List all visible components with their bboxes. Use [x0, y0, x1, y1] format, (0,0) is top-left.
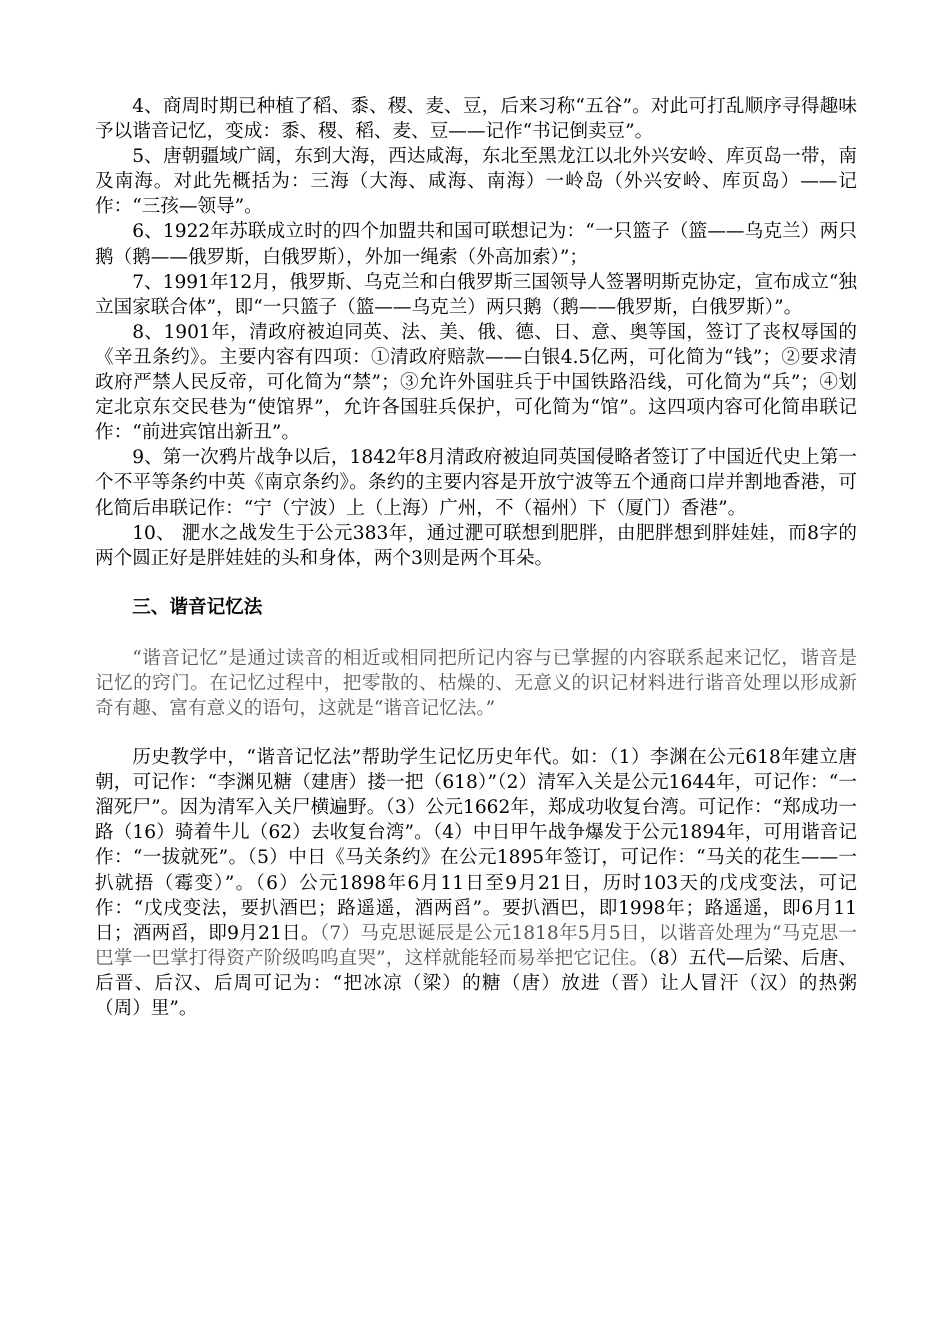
list-item-4: 4、商周时期已种植了稻、黍、稷、麦、豆，后来习称“五谷”。对此可打乱顺序寻得趣味予以谐音记忆，变成：黍、稷、稻、麦、豆——记作“书记倒卖豆”。 — [95, 96, 857, 143]
examples-gray-text: （7）马克思诞辰是公元1818年5月5日，以谐音处理为“马克思一巴掌一巴掌打得资产阶级呜呜直哭”，这样就能轻而易举把它记住。 — [95, 922, 857, 969]
document-page — [95, 94, 857, 1021]
paragraph-spacer — [95, 721, 857, 745]
section-heading: 三、谐音记忆法 — [132, 596, 263, 618]
list-item-7: 7、1991年12月，俄罗斯、乌克兰和白俄罗斯三国领导人签署明斯克协定，宣布成立“独立国家联合体”，即“一只篮子（篮——乌克兰）两只鹅（鹅——俄罗斯，白俄罗斯）”。 — [95, 271, 857, 318]
list-item-5: 5、唐朝疆域广阔，东到大海，西达咸海，东北至黑龙江以北外兴安岭、库页岛一带，南及南海。对此先概括为：三海（大海、咸海、南海）一岭岛（外兴安岭、库页岛）——记作：“三孩—领导”。 — [95, 146, 857, 218]
list-item-8: 8、1901年，清政府被迫同英、法、美、俄、德、日、意、奥等国，签订了丧权辱国的《辛丑条约》。主要内容有四项：①清政府赔款——白银4.5亿两，可化简为“钱”；②要求清政府严禁人民反帝，可化简为“禁”；③允许外国驻兵于中国铁路沿线，可化简为“兵”；④划定北京东交民巷为“使馆界”，允许各国驻兵保护，可化简为“馆”。这四项内容可化简串联记作：“前进宾馆出新丑”。 — [95, 321, 857, 444]
intro-paragraph: “谐音记忆”是通过读音的相近或相同把所记内容与已掌握的内容联系起来记忆，谐音是记忆的窍门。在记忆过程中，把零散的、枯燥的、无意义的识记材料进行谐音处理以形成新奇有趣、富有意义的语句，这就是“谐音记忆法。” — [95, 647, 857, 719]
examples-main-text: 历史教学中，“谐音记忆法”帮助学生记忆历史年代。如：（1）李渊在公元618年建立唐朝，可记作：“李渊见糖（建唐）搂一把（618）”（2）清军入关是公元1644年，可记作：“一溜死尸”。因为清军入关尸横遍野。（3）公元1662年，郑成功收复台湾。可记作：“郑成功一路（16）骑着牛儿（62）去收复台湾”。（4）中日甲午战争爆发于公元1894年，可用谐音记作：“一拔就死”。（5）中日《马关条约》在公元1895年签订，可记作：“马关的花生——一扒就捂（霉变）”。（6）公元1898年6月11日至9月21日，历时103天的戊戌变法，可记作：“戊戌变法，要扒酒巴；路遥遥，酒两舀”。要扒酒巴，即1998年；路遥遥，即6月11日；酒两舀，即9月21日。 — [95, 747, 857, 944]
list-item-10: 10、 淝水之战发生于公元383年，通过淝可联想到肥胖，由肥胖想到胖娃娃，而8字的两个圆正好是胖娃娃的头和身体，两个3则是两个耳朵。 — [95, 522, 857, 569]
examples-end-text: （8）五代—后梁、后唐、后晋、后汉、后周可记为：“把冰凉（梁）的糖（唐）放进（晋）让人冒汗（汉）的热粥（周）里”。 — [95, 947, 857, 1019]
list-item-9: 9、第一次鸦片战争以后，1842年8月清政府被迫同英国侵略者签订了中国近代史上第一个不平等条约中英《南京条约》。条约的主要内容是开放宁波等五个通商口岸并割地香港，可化简后串联记作：“宁（宁波）上（上海）广州，不（福州）下（厦门）香港”。 — [95, 447, 857, 519]
list-item-6: 6、1922年苏联成立时的四个加盟共和国可联想记为：“一只篮子（篮——乌克兰）两只鹅（鹅——俄罗斯，白俄罗斯），外加一绳索（外高加索）”； — [95, 221, 857, 268]
examples-paragraph — [95, 745, 857, 1021]
